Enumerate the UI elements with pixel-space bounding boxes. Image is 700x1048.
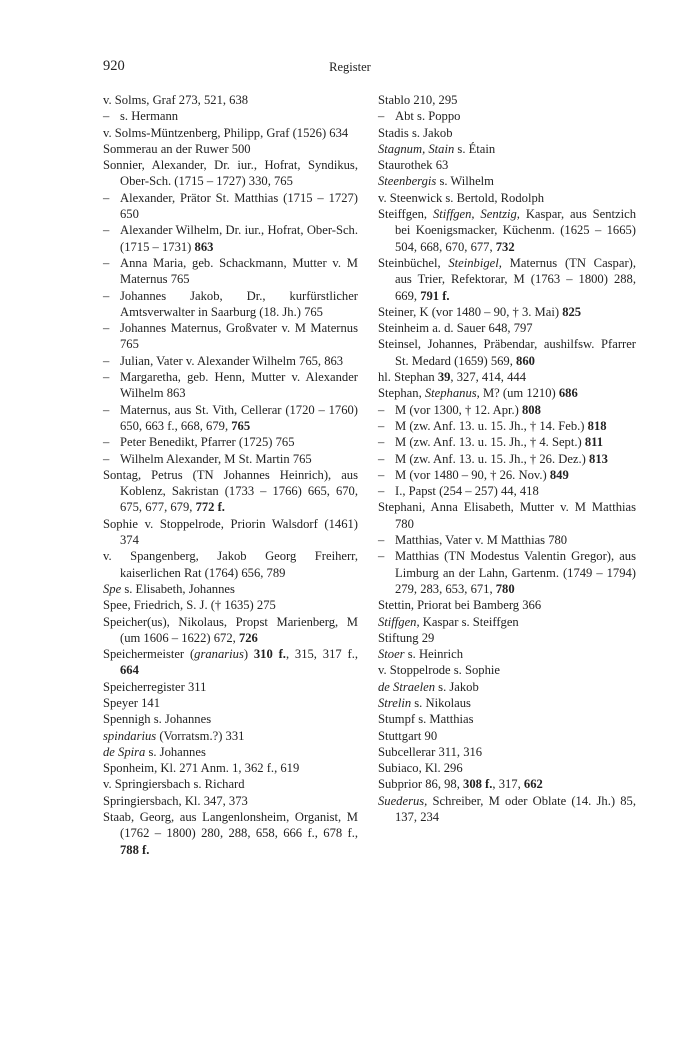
entry-text: Subiaco, Kl. 296 — [378, 761, 463, 776]
entry-text: ) — [243, 647, 254, 662]
index-entry — [103, 597, 358, 613]
index-subentry — [378, 483, 636, 499]
entry-text: Wilhelm Alexander, M St. Martin 765 — [120, 451, 312, 466]
subentry-dash: – — [378, 435, 385, 450]
index-subentry — [103, 402, 358, 435]
index-entry — [378, 646, 636, 662]
entry-text: Stadis s. Jakob — [378, 125, 453, 140]
page-reference-main: 686 — [558, 386, 578, 401]
index-subentry — [103, 320, 358, 353]
index-entry — [103, 744, 358, 760]
index-subentry — [378, 548, 636, 597]
page-reference-main: 39 — [437, 370, 451, 385]
index-subentry — [103, 255, 358, 288]
entry-text: s. Jakob — [435, 679, 479, 694]
page-reference-main: 732 — [495, 239, 515, 254]
index-entry — [378, 744, 636, 760]
subentry-dash: – — [103, 402, 110, 417]
entry-text: Alexander, Prätor St. Matthias (1715 – 1727) 650 — [120, 190, 358, 222]
index-entry — [378, 173, 636, 189]
entry-text: Maternus, aus St. Vith, Cellerar (1720 – 1760) 650, 663 f., 668, 679, — [120, 402, 358, 433]
page-reference-main: 662 — [523, 777, 543, 792]
index-entry — [378, 695, 636, 711]
entry-text: s. Hermann — [120, 109, 179, 124]
index-entry — [378, 125, 636, 141]
page-reference-main: 863 — [194, 239, 214, 254]
entry-text: s. Wilhelm — [436, 174, 494, 189]
index-entry — [378, 157, 636, 173]
entry-text: Stablo 210, 295 — [378, 93, 458, 107]
index-column-right — [378, 92, 636, 825]
index-entry — [378, 614, 636, 630]
index-subentry — [378, 451, 636, 467]
entry-text: Staab, Georg, aus Langenlonsheim, Organist, M (1762 – 1800) 280, 288, 658, 666 f., 678 f., — [103, 810, 358, 841]
index-entry — [103, 516, 358, 549]
entry-text: Johannes Maternus, Großvater v. M Maternus 765 — [120, 321, 358, 352]
index-entry — [378, 385, 636, 401]
entry-text: (Vorratsm.?) 331 — [156, 728, 245, 743]
entry-text: Peter Benedikt, Pfarrer (1725) 765 — [120, 435, 295, 450]
subentry-dash: – — [103, 353, 110, 368]
entry-text: M (zw. Anf. 13. u. 15. Jh., † 4. Sept.) — [395, 435, 585, 450]
entry-text: Steiffgen, — [378, 207, 433, 222]
italic-term: Strelin — [378, 695, 412, 710]
subentry-dash: – — [378, 467, 385, 482]
index-entry — [103, 809, 358, 858]
index-subentry — [103, 108, 358, 124]
entry-text: Speichermeister ( — [103, 647, 195, 662]
entry-text: s. Johannes — [145, 744, 206, 759]
italic-term: granarius — [194, 647, 244, 662]
subentry-dash: – — [378, 418, 385, 433]
running-title: Register — [329, 60, 371, 74]
index-entry — [103, 646, 358, 679]
page-number: 920 — [103, 58, 125, 74]
entry-text: Abt s. Poppo — [395, 109, 461, 124]
entry-text: Speicherregister 311 — [103, 679, 207, 694]
index-entry — [378, 711, 636, 727]
index-column-left — [103, 92, 358, 858]
index-entry — [103, 125, 358, 141]
page-reference-main: 808 — [521, 402, 541, 417]
entry-text: Matthias (TN Modestus Valentin Gregor), aus Limburg an der Lahn, Gartenm. (1749 – 1794) 279, 283, 653, 671, — [395, 549, 636, 596]
page-reference-main: 664 — [120, 663, 139, 678]
index-entry — [103, 695, 358, 711]
subentry-dash: – — [103, 370, 110, 385]
entry-text: M (vor 1480 – 90, † 26. Nov.) — [395, 467, 550, 482]
subentry-dash: – — [103, 321, 110, 336]
page-reference-main: 860 — [516, 353, 535, 368]
index-entry — [103, 614, 358, 647]
page-reference-main: 726 — [238, 630, 258, 645]
italic-term: spindarius — [103, 728, 157, 743]
entry-text: Springiersbach, Kl. 347, 373 — [103, 793, 248, 808]
index-subentry — [103, 222, 358, 255]
entry-text: M (zw. Anf. 13. u. 15. Jh., † 26. Dez.) — [395, 451, 590, 466]
subentry-dash: – — [103, 288, 110, 303]
entry-text: Sommerau an der Ruwer 500 — [103, 141, 251, 156]
subentry-dash: – — [103, 255, 110, 270]
entry-text: Matthias, Vater v. M Matthias 780 — [395, 533, 568, 548]
entry-text: v. Steenwick s. Bertold, Rodolph — [378, 190, 545, 205]
entry-text: Sponheim, Kl. 271 Anm. 1, 362 f., 619 — [103, 761, 300, 776]
entry-text: Margaretha, geb. Henn, Mutter v. Alexander Wilhelm 863 — [120, 370, 358, 401]
index-entry — [378, 630, 636, 646]
entry-text: Sonnier, Alexander, Dr. iur., Hofrat, Syndikus, Ober-Sch. (1715 – 1727) 330, 765 — [103, 158, 358, 189]
entry-text: , 317, — [492, 777, 524, 792]
page-reference-main: 825 — [562, 304, 582, 319]
subentry-dash: – — [103, 190, 110, 205]
italic-term: Suederus, — [378, 793, 428, 808]
subentry-dash: – — [103, 435, 110, 450]
page-reference-main: 310 f. — [253, 647, 286, 662]
entry-text: s. Étain — [454, 141, 496, 156]
entry-text: Subcellerar 311, 316 — [378, 744, 483, 759]
entry-text: Stephan, — [378, 386, 425, 401]
index-entry — [378, 793, 636, 826]
entry-text: Stephani, Anna Elisabeth, Mutter v. M Matthias 780 — [378, 500, 636, 531]
entry-text: Subprior 86, 98, — [378, 777, 464, 792]
index-entry — [378, 597, 636, 613]
index-entry — [378, 141, 636, 157]
entry-text: Julian, Vater v. Alexander Wilhelm 765, 863 — [120, 353, 344, 368]
entry-text: Schreiber, M oder Oblate (14. Jh.) 85, 137, 234 — [395, 793, 636, 825]
italic-term: Stagnum, Stain — [378, 141, 455, 156]
entry-text: Speyer 141 — [103, 695, 161, 710]
index-entry — [103, 776, 358, 792]
entry-text: Kaspar, aus Sentzich bei Koenigsmacker, Küchenm. (1625 – 1665) 504, 668, 670, 677, — [395, 207, 636, 254]
index-subentry — [378, 532, 636, 548]
page-reference-main: 788 f. — [120, 842, 150, 857]
index-entry — [103, 760, 358, 776]
page-reference-main: 791 f. — [420, 288, 450, 303]
index-entry — [378, 336, 636, 369]
subentry-dash: – — [378, 533, 385, 548]
italic-term: Steenbergis — [378, 174, 437, 189]
entry-text: Steinbüchel, — [378, 255, 449, 270]
entry-text: , 327, 414, 444 — [450, 370, 526, 385]
page-reference-main: 813 — [589, 451, 608, 466]
page-reference-main: 849 — [549, 467, 569, 482]
index-subentry — [103, 434, 358, 450]
index-entry — [378, 760, 636, 776]
subentry-dash: – — [103, 451, 110, 466]
entry-text: Maternus (TN Caspar), aus Trier, Refektorar, M (1763 – 1800) 288, 669, — [395, 255, 636, 303]
index-entry — [378, 369, 636, 385]
italic-term: de Straelen — [378, 679, 436, 694]
index-subentry — [378, 402, 636, 418]
entry-text: hl. Stephan — [378, 370, 438, 385]
page-reference-main: 308 f. — [463, 777, 493, 792]
italic-term: Stiffgen, Sentzig, — [432, 207, 520, 222]
entry-text: Sontag, Petrus (TN Johannes Heinrich), aus Koblenz, Sakristan (1733 – 1766) 665, 670, 675, 677, 679, — [103, 467, 358, 515]
entry-text: Spennigh s. Johannes — [103, 712, 212, 727]
entry-text: v. Solms, Graf 273, 521, 638 — [103, 93, 249, 107]
index-entry — [378, 92, 636, 108]
entry-text: Stiftung 29 — [378, 630, 435, 645]
entry-text: v. Solms-Müntzenberg, Philipp, Graf (1526) 634 — [103, 125, 349, 140]
index-subentry — [378, 108, 636, 124]
italic-term: de Spira — [103, 744, 146, 759]
entry-text: s. Nikolaus — [411, 695, 471, 710]
entry-text: M (vor 1300, † 12. Apr.) — [395, 402, 522, 417]
italic-term: Stoer — [378, 647, 405, 662]
entry-text: v. Spangenberg, Jakob Georg Freiherr, kaiserlichen Rat (1764) 656, 789 — [103, 549, 358, 580]
entry-text: Steinheim a. d. Sauer 648, 797 — [378, 321, 533, 336]
index-entry — [378, 304, 636, 320]
entry-text: Stuttgart 90 — [378, 728, 438, 743]
entry-text: Steinsel, Johannes, Präbendar, aushilfsw. Pfarrer St. Medard (1659) 569, — [378, 337, 636, 368]
index-subentry — [378, 418, 636, 434]
entry-text: v. Springiersbach s. Richard — [103, 777, 245, 792]
page-reference-main: 780 — [495, 581, 515, 596]
entry-text: Anna Maria, geb. Schackmann, Mutter v. M Maternus 765 — [120, 255, 358, 287]
entry-text: Spee, Friedrich, S. J. († 1635) 275 — [103, 598, 276, 613]
entry-text: s. Heinrich — [404, 647, 463, 662]
index-entry — [103, 679, 358, 695]
italic-term: Steinbigel, — [448, 255, 502, 270]
entry-text: Kaspar s. Steiffgen — [419, 614, 519, 629]
subentry-dash: – — [103, 109, 110, 124]
index-entry — [378, 728, 636, 744]
entry-text: Steiner, K (vor 1480 – 90, † 3. Mai) — [378, 304, 563, 319]
index-subentry — [103, 288, 358, 321]
subentry-dash: – — [378, 484, 385, 499]
entry-text: Speicher(us), Nikolaus, Propst Marienberg, M (um 1606 – 1622) 672, — [103, 614, 358, 645]
index-entry — [103, 581, 358, 597]
page-reference-main: 772 f. — [195, 500, 225, 515]
index-subentry — [103, 190, 358, 223]
entry-text: Staurothek 63 — [378, 158, 449, 173]
index-entry — [103, 711, 358, 727]
index-subentry — [103, 451, 358, 467]
index-entry — [378, 679, 636, 695]
index-entry — [103, 141, 358, 157]
page-reference-main: 818 — [587, 418, 607, 433]
italic-term: Stiffgen, — [378, 614, 420, 629]
index-entry — [103, 467, 358, 516]
entry-text: M? (um 1210) — [479, 386, 559, 401]
index-entry — [378, 320, 636, 336]
entry-text: Stumpf s. Matthias — [378, 712, 474, 727]
index-entry — [378, 662, 636, 678]
index-entry — [378, 499, 636, 532]
italic-term: Stephanus, — [424, 386, 480, 401]
italic-term: Spe — [103, 581, 122, 596]
entry-text: s. Elisabeth, Johannes — [121, 581, 235, 596]
subentry-dash: – — [378, 109, 385, 124]
index-entry — [103, 548, 358, 581]
page-reference-main: 765 — [231, 418, 251, 433]
subentry-dash: – — [103, 223, 110, 238]
index-entry — [378, 776, 636, 792]
entry-text: Johannes Jakob, Dr., kurfürstlicher Amtsverwalter in Saarburg (18. Jh.) 765 — [120, 288, 358, 319]
index-subentry — [103, 353, 358, 369]
index-entry — [103, 728, 358, 744]
subentry-dash: – — [378, 451, 385, 466]
index-subentry — [378, 434, 636, 450]
entry-text: Sophie v. Stoppelrode, Priorin Walsdorf (1461) 374 — [103, 516, 358, 548]
index-entry — [378, 206, 636, 255]
index-entry — [378, 255, 636, 304]
entry-text: Alexander Wilhelm, Dr. iur., Hofrat, Ober-Sch. (1715 – 1731) — [120, 223, 358, 254]
index-entry — [103, 92, 358, 108]
entry-text: M (zw. Anf. 13. u. 15. Jh., † 14. Feb.) — [395, 418, 588, 433]
index-subentry — [103, 369, 358, 402]
subentry-dash: – — [378, 549, 385, 564]
index-entry — [103, 793, 358, 809]
subentry-dash: – — [378, 402, 385, 417]
index-entry — [103, 157, 358, 190]
entry-text: I., Papst (254 – 257) 44, 418 — [395, 484, 539, 499]
entry-text: v. Stoppelrode s. Sophie — [378, 663, 500, 678]
index-entry — [378, 190, 636, 206]
page-reference-main: 811 — [584, 435, 604, 450]
index-subentry — [378, 467, 636, 483]
entry-text: Stettin, Priorat bei Bamberg 366 — [378, 598, 542, 613]
entry-text: , 315, 317 f., — [285, 647, 358, 662]
